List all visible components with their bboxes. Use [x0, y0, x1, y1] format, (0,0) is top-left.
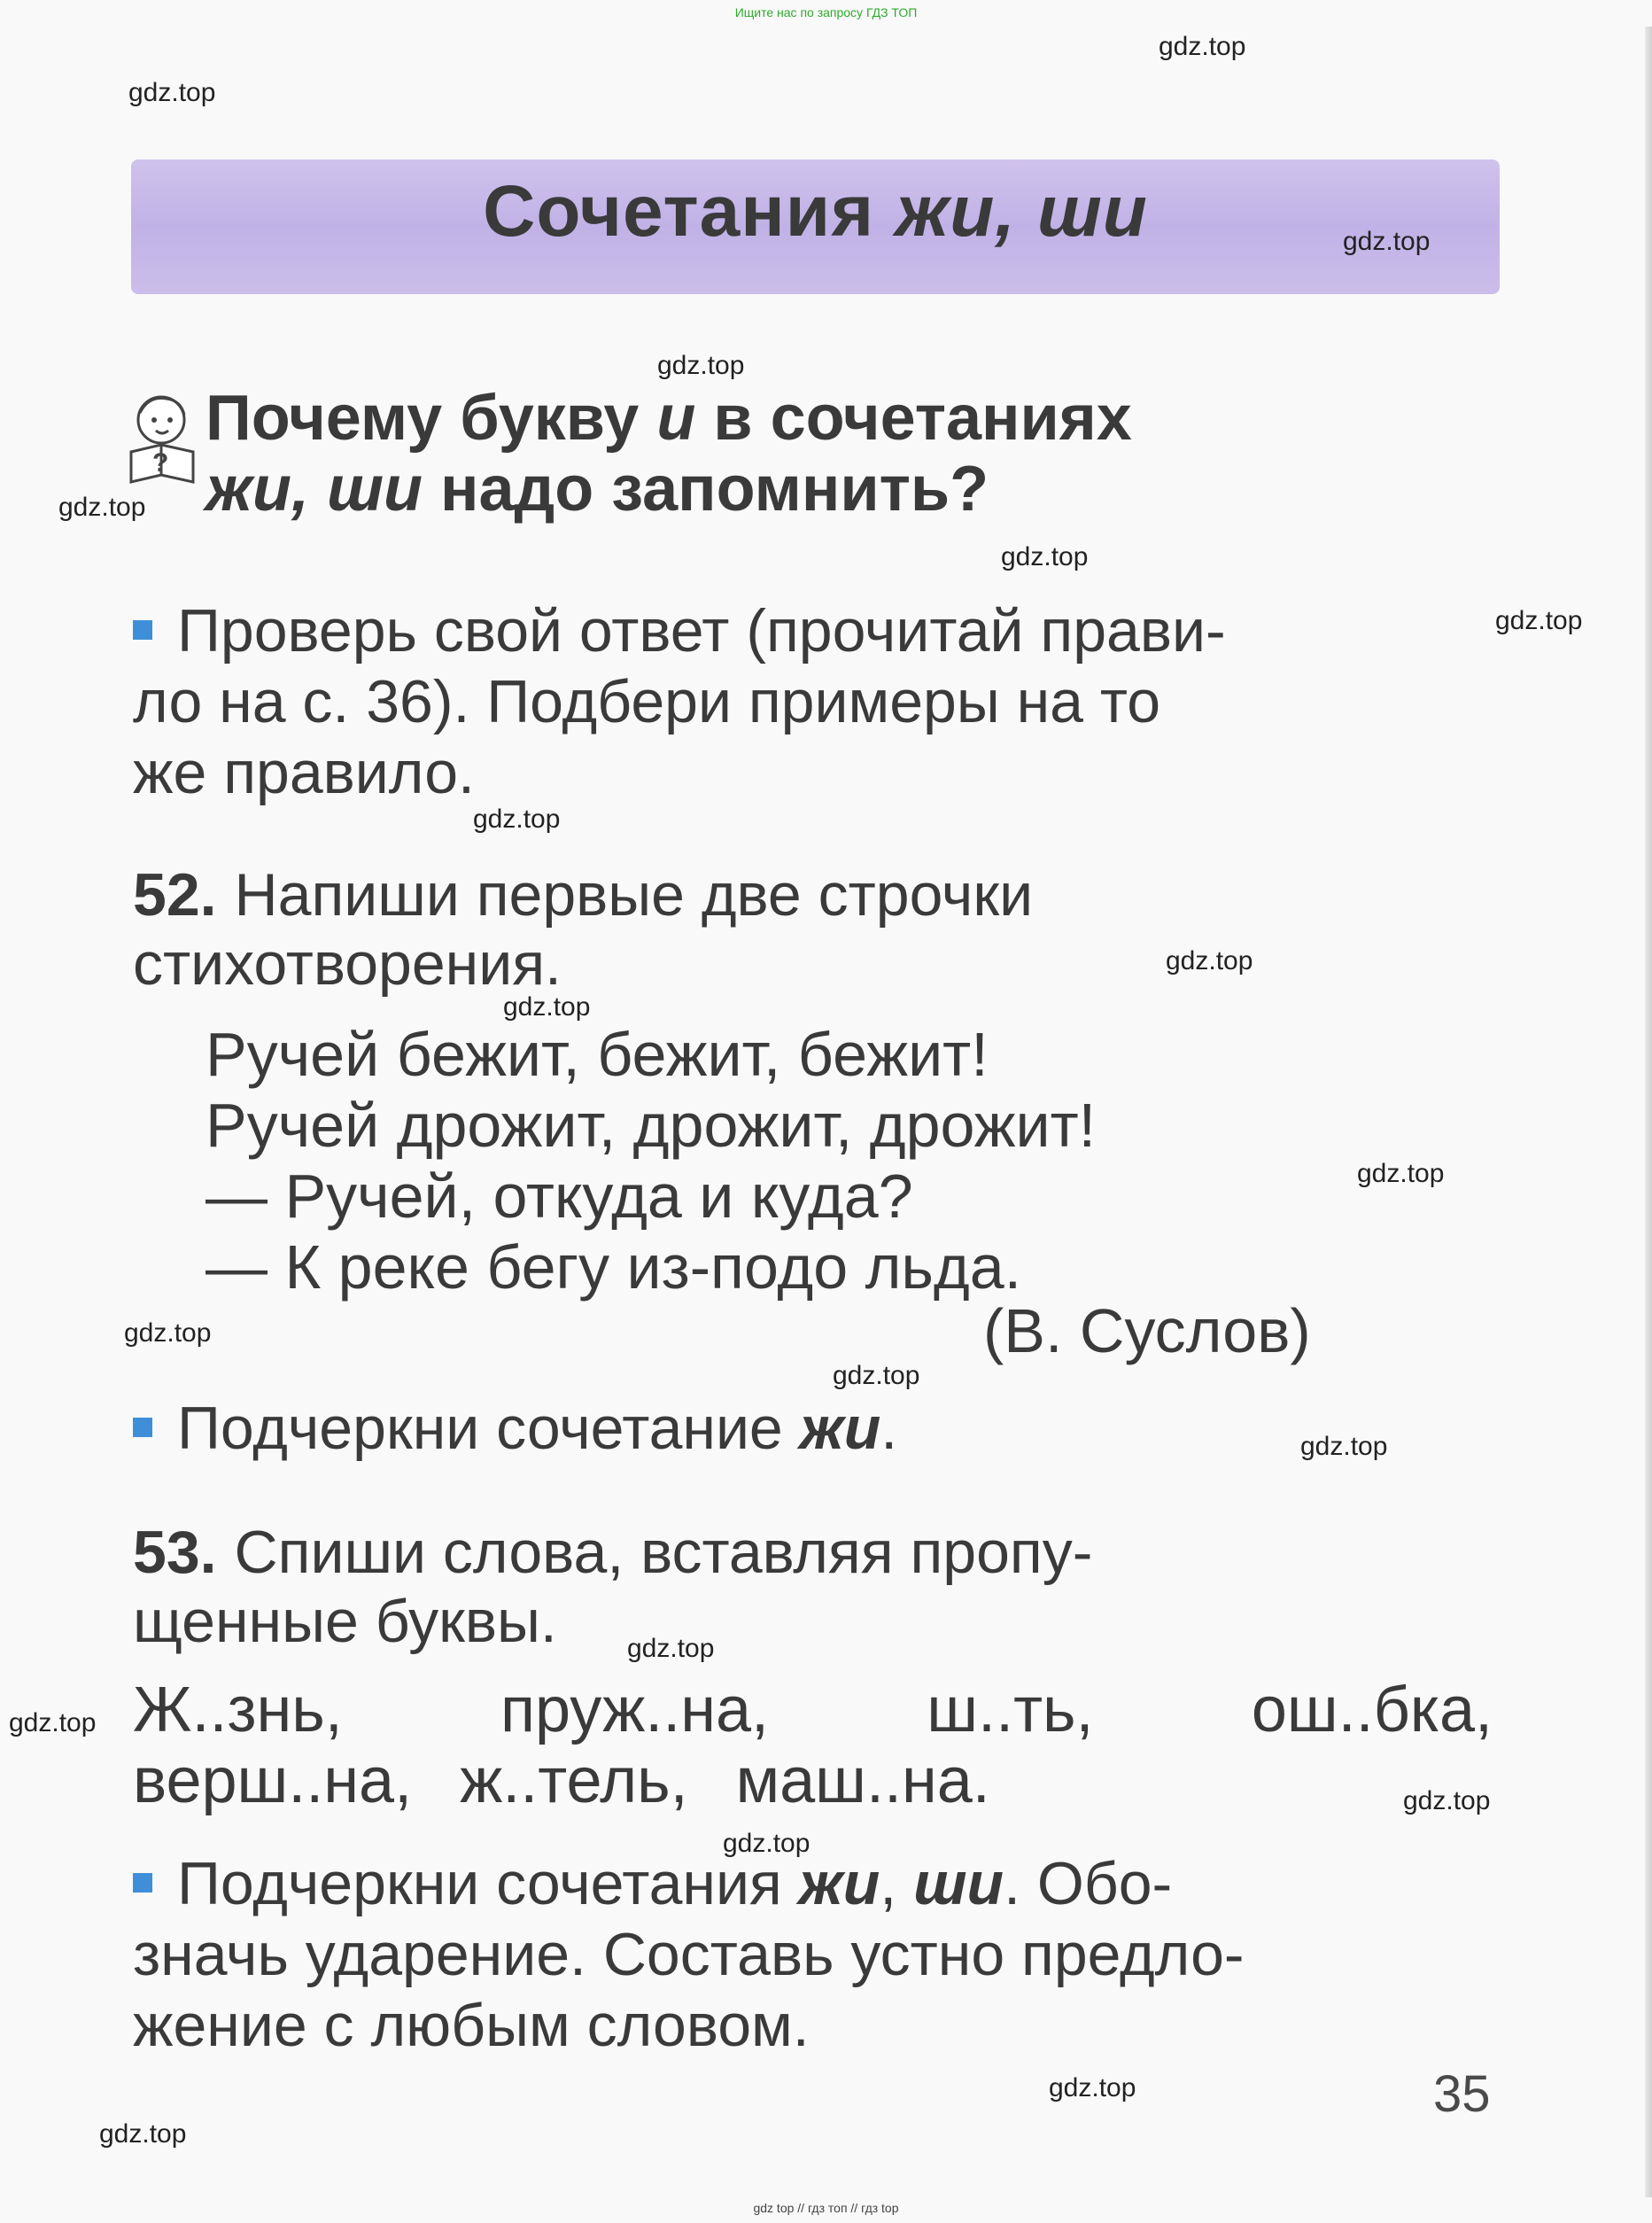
poem-line-1: Ручей бежит, бежит, бежит! — [206, 1020, 989, 1089]
check-line-3: же правило. — [133, 739, 475, 806]
task-53-line-2: значь ударение. Составь устно предло- — [133, 1921, 1245, 1988]
thinking-boy-icon — [122, 390, 204, 486]
task-53-line-1: Подчеркни сочетания жи, ши. Обо- — [133, 1848, 1493, 1919]
exercise-52-line-2: стихотворения. — [133, 930, 562, 998]
bottom-note: gdz top // гдз топ // гдз top — [753, 2201, 899, 2215]
watermark: gdz.top — [657, 351, 745, 380]
top-search-note: Ищите нас по запросу ГДЗ ТОП — [734, 5, 918, 19]
watermark: gdz.top — [1403, 1786, 1491, 1815]
poem-line-2: Ручей дрожит, дрожит, дрожит! — [206, 1091, 1097, 1160]
word: пруж..на, — [500, 1675, 770, 1745]
watermark: gdz.top — [723, 1829, 810, 1858]
watermark: gdz.top — [1495, 606, 1583, 635]
exercise-53-number: 53. — [133, 1519, 217, 1586]
watermark: gdz.top — [1166, 946, 1253, 975]
page-title — [131, 170, 1500, 253]
poem-line-4: — К реке бегу из-подо льда. — [206, 1232, 1022, 1302]
page-number: 35 — [1433, 2065, 1491, 2123]
words-list — [133, 1675, 1493, 1816]
check-line-1: Проверь свой ответ (прочитай прави- — [133, 595, 1493, 666]
watermark: gdz.top — [1049, 2073, 1136, 2103]
exercise-52-number: 52. — [133, 861, 217, 929]
watermark: gdz.top — [1357, 1159, 1445, 1188]
poem-author: (В. Суслов) — [983, 1296, 1311, 1365]
watermark: gdz.top — [503, 992, 591, 1022]
word: верш..на, — [133, 1745, 413, 1816]
watermark: gdz.top — [473, 804, 561, 834]
task-52: Подчеркни сочетание жи. — [133, 1393, 1493, 1464]
question-line-1: Почему букву и в сочетаниях — [206, 383, 1132, 454]
words-row-1 — [133, 1675, 1493, 1745]
task-53-line-3: жение с любым словом. — [133, 1992, 810, 2059]
watermark: gdz.top — [1001, 542, 1089, 571]
watermark: gdz.top — [1300, 1432, 1388, 1461]
bullet-icon — [133, 1418, 152, 1437]
watermark: gdz.top — [128, 78, 216, 107]
exercise-53-line-1: 53. Спиши слова, вставляя пропу- — [133, 1519, 1093, 1586]
watermark: gdz.top — [627, 1634, 715, 1663]
bullet-icon — [133, 620, 152, 640]
exercise-52-line-1: 52. Напиши первые две строчки — [133, 861, 1034, 929]
word: ш..ть, — [927, 1675, 1094, 1745]
check-line-2: ло на с. 36). Подбери примеры на то — [133, 668, 1161, 735]
page-edge — [1645, 27, 1652, 2197]
title-prefix: Сочетания — [483, 171, 896, 252]
watermark: gdz.top — [99, 2119, 187, 2149]
exercise-53-line-2: щенные буквы. — [133, 1588, 557, 1655]
bullet-icon — [133, 1873, 152, 1893]
watermark: gdz.top — [58, 493, 146, 522]
watermark: gdz.top — [1343, 227, 1431, 256]
watermark: gdz.top — [833, 1361, 920, 1390]
svg-text:?: ? — [152, 448, 169, 478]
word: ж..тель, — [460, 1745, 688, 1816]
title-letters: жи, ши — [895, 171, 1148, 252]
word: Ж..знь, — [133, 1675, 343, 1745]
words-row-2 — [133, 1745, 1493, 1816]
watermark: gdz.top — [9, 1708, 97, 1737]
word: маш..на. — [735, 1745, 990, 1816]
poem-line-3: — Ручей, откуда и куда? — [206, 1162, 913, 1231]
watermark: gdz.top — [1159, 32, 1246, 61]
question-line-2: жи, ши надо запомнить? — [206, 454, 989, 525]
word: ош..бка, — [1251, 1675, 1493, 1745]
watermark: gdz.top — [124, 1318, 212, 1348]
poem — [206, 1019, 1096, 1302]
